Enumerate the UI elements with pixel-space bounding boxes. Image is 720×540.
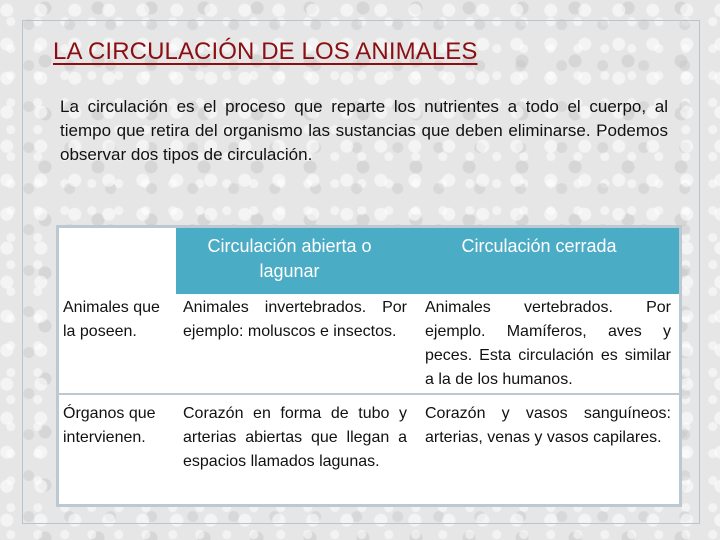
cell-organs-open: Corazón en forma de tubo y arterias abiertas que llegan a espacios llamados lagunas.: [183, 405, 407, 470]
cell-organs-closed: Corazón y vasos sanguíneos: arterias, venas y vasos capilares.: [425, 405, 671, 446]
header-closed-circulation: Circulación cerrada: [461, 236, 617, 256]
row-label-organs: Órganos que intervienen.: [63, 405, 156, 446]
page-title: LA CIRCULACIÓN DE LOS ANIMALES: [53, 38, 478, 65]
row-label-animals: Animales que la poseen.: [63, 299, 160, 340]
table-header-row: [59, 228, 679, 294]
row-divider: [59, 393, 679, 395]
cell-animals-closed: Animales vertebrados. Por ejemplo. Mamíferos, aves y peces. Esta circulación es similar a la de los humanos.: [425, 299, 671, 388]
cell-animals-open: Animales invertebrados. Por ejemplo: moluscos e insectos.: [183, 299, 407, 340]
table-corner-cell: [59, 228, 176, 294]
intro-paragraph: La circulación es el proceso que reparte los nutrientes a todo el cuerpo, al tiempo que retira del organismo las sustancias que deben eliminarse. Podemos observar dos tipos de circulación.: [60, 97, 668, 164]
comparison-table: [56, 225, 682, 507]
header-open-circulation: Circulación abierta o lagunar: [207, 236, 372, 281]
